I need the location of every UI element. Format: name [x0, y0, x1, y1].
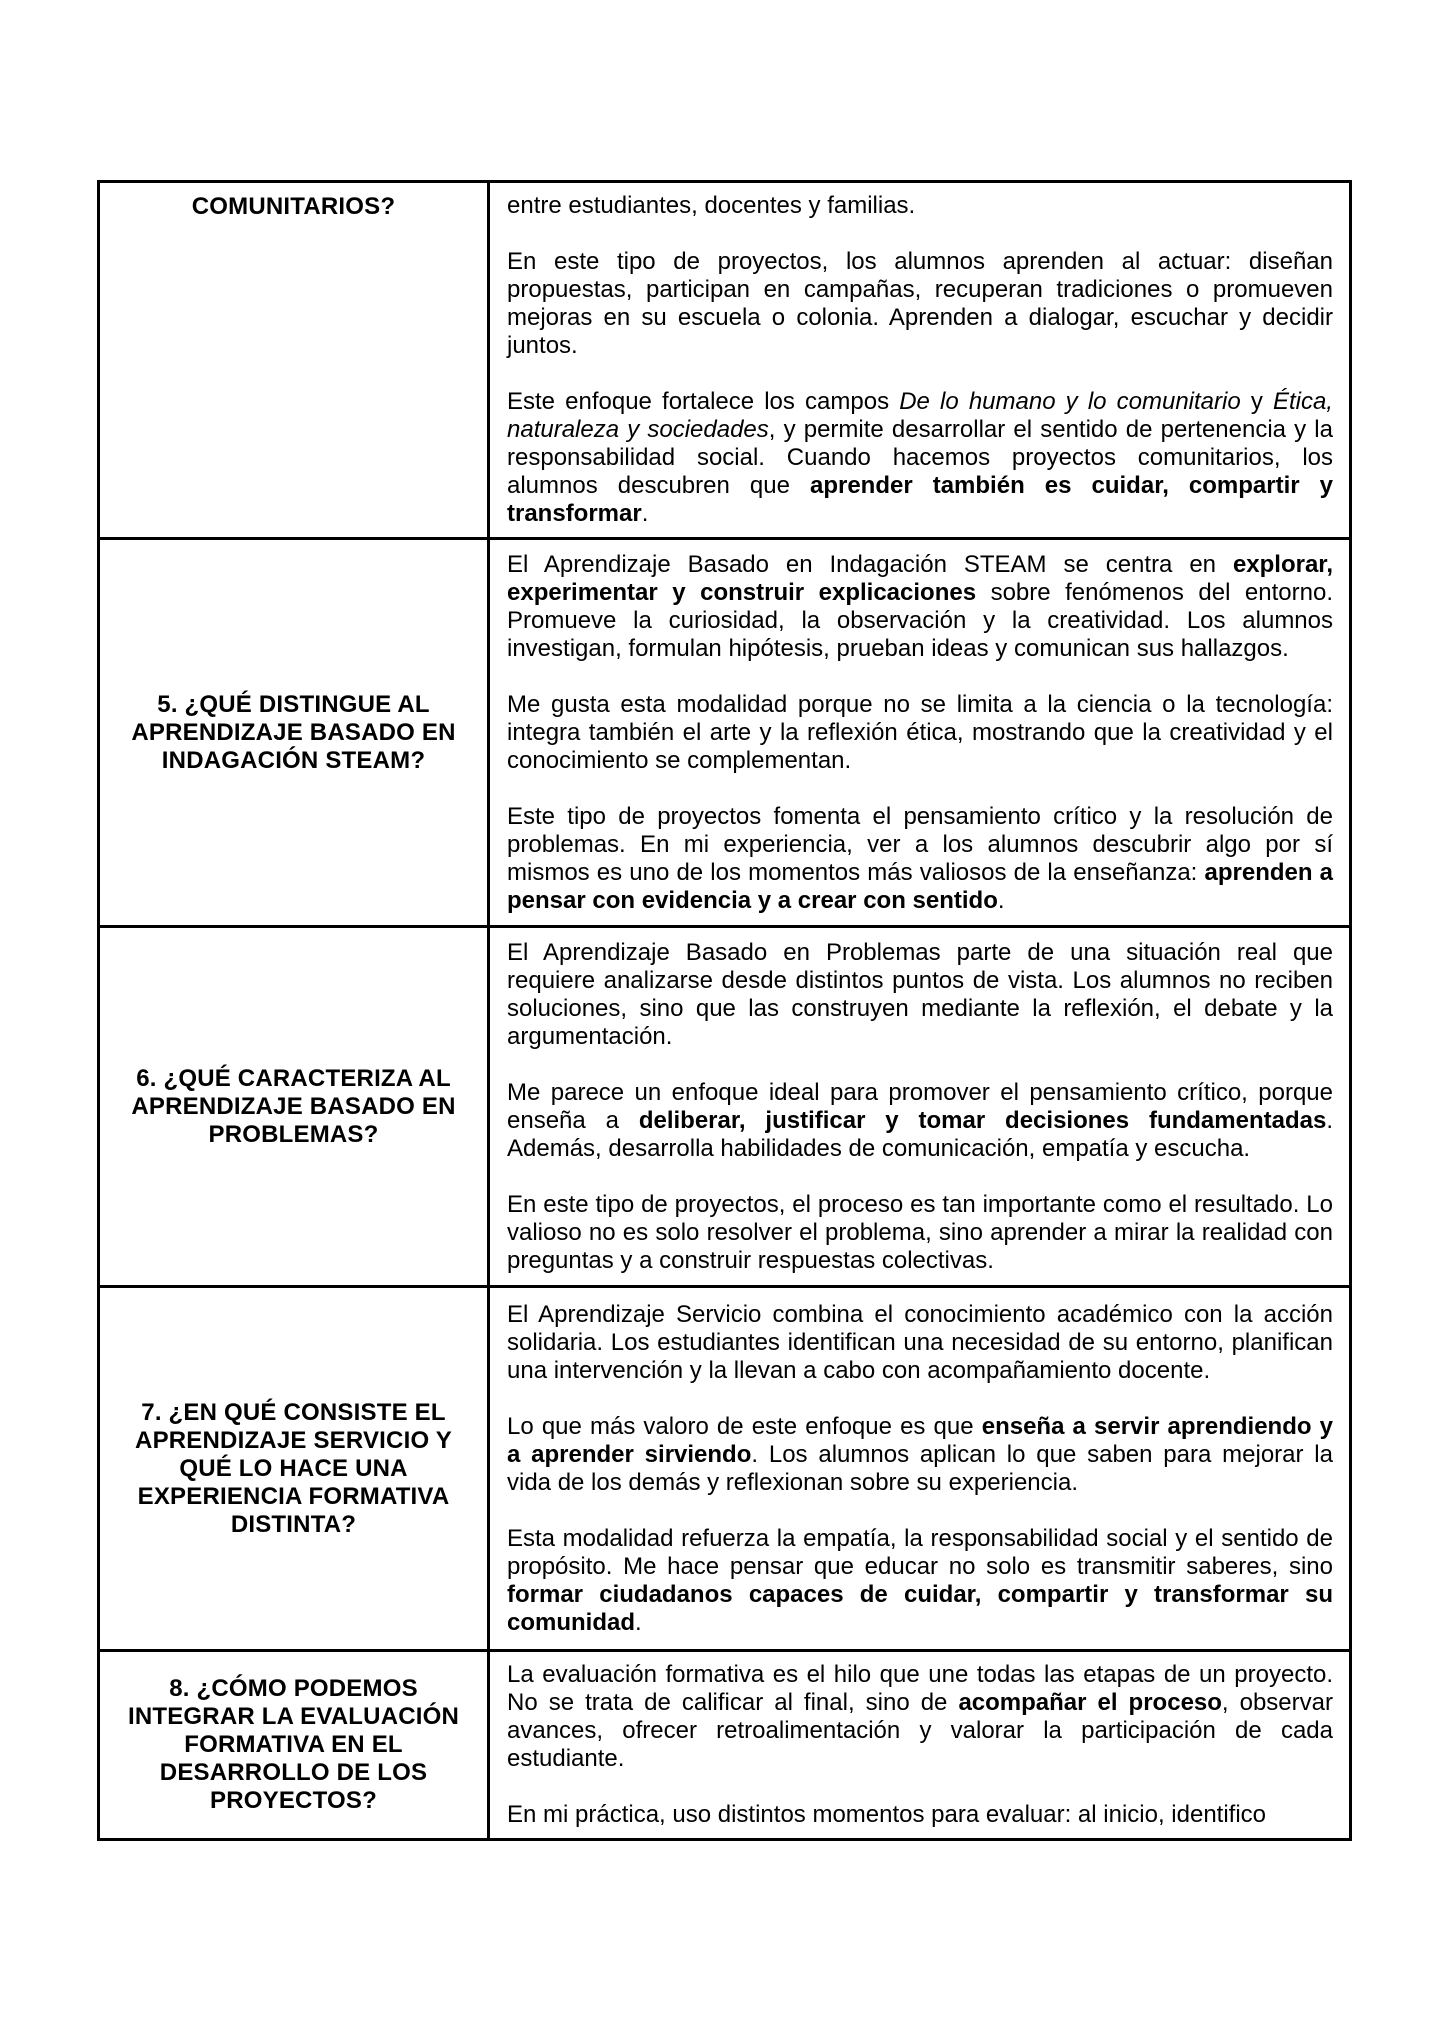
question-label: 8. ¿CÓMO PODEMOS INTEGRAR LA EVALUACIÓN FORMATIVA EN EL DESARROLLO DE LOS PROYECTOS?	[127, 1675, 460, 1814]
question-label: 6. ¿QUÉ CARACTERIZA AL APRENDIZAJE BASADO EN PROBLEMAS?	[131, 1064, 456, 1148]
text-run: , observar avances, ofrecer retroalimentación y valorar la participación de cada estudiante.	[507, 1689, 1333, 1772]
bold-run: deliberar, justificar y tomar decisiones fundamentadas	[638, 1106, 1327, 1134]
text-run: La evaluación formativa es el hilo que une todas las etapas de un proyecto. No se trata de calificar al final, sino de	[507, 1661, 1333, 1716]
answer-paragraph	[507, 803, 1333, 915]
text-run: Me parece un enfoque ideal para promover el pensamiento crítico, porque enseña a	[507, 1078, 1333, 1134]
bold-run: aprender también es cuidar, compartir y transformar	[507, 472, 1333, 527]
text-run: entre estudiantes, docentes y familias.	[507, 192, 916, 219]
answer-paragraph	[507, 1191, 1333, 1275]
answer-paragraph	[507, 551, 1333, 663]
bold-run: enseña a servir aprendiendo y a aprender sirviendo	[507, 1412, 1333, 1468]
answer-paragraph	[507, 1413, 1333, 1497]
answer-cell	[489, 182, 1351, 539]
answer-cell	[489, 1651, 1351, 1840]
answer-cell	[489, 539, 1351, 927]
text-run: .	[641, 500, 649, 527]
answer-paragraph	[507, 1079, 1333, 1163]
text-run: En este tipo de proyectos, el proceso es tan importante como el resultado. Lo valioso no es solo resolver el problema, sino aprender a mirar la realidad con preguntas y a construir respuestas colectivas.	[507, 1190, 1333, 1274]
bold-run: aprenden a pensar con evidencia y a crear con sentido	[507, 858, 1334, 914]
question-cell	[99, 539, 489, 927]
text-run: Este enfoque fortalece los campos	[507, 388, 900, 415]
text-run: Lo que más valoro de este enfoque es que	[507, 1412, 982, 1440]
question-label: COMUNITARIOS?	[191, 193, 396, 220]
text-run: El Aprendizaje Basado en Indagación STEAM se centra en	[507, 550, 1233, 578]
question-cell	[99, 1287, 489, 1651]
question-cell	[99, 927, 489, 1287]
bold-run: acompañar el proceso	[958, 1689, 1222, 1716]
text-run: , y permite desarrollar el sentido de pertenencia y la responsabilidad social. Cuando hacemos proyectos comunitarios, los alumnos descubren que	[507, 416, 1333, 499]
qa-table	[97, 180, 1352, 1841]
answer-paragraph	[507, 1801, 1333, 1829]
answer-paragraph	[507, 691, 1333, 775]
text-run: sobre fenómenos del entorno. Promueve la curiosidad, la observación y la creatividad. Los alumnos investigan, formulan hipótesis, prueban ideas y comunican sus hallazgos.	[507, 578, 1333, 662]
table-row	[99, 1287, 1351, 1651]
text-run: .	[997, 886, 1005, 914]
text-run: El Aprendizaje Basado en Problemas parte de una situación real que requiere analizarse desde distintos puntos de vista. Los alumnos no reciben soluciones, sino que las construyen mediante la reflexión, el debate y la argumentación.	[507, 938, 1333, 1050]
text-run: Esta modalidad refuerza la empatía, la responsabilidad social y el sentido de propósito. Me hace pensar que educar no solo es transmitir saberes, sino	[507, 1524, 1333, 1580]
answer-paragraph	[507, 248, 1333, 360]
answer-paragraph	[507, 1301, 1333, 1385]
table-row	[99, 927, 1351, 1287]
italic-run: Ética, naturaleza y sociedades	[507, 388, 1333, 443]
qa-table-body	[99, 182, 1351, 1840]
text-run: Me gusta esta modalidad porque no se limita a la ciencia o la tecnología: integra también el arte y la reflexión ética, mostrando que la creatividad y el conocimiento se complementan.	[507, 690, 1333, 774]
answer-paragraph	[507, 1661, 1333, 1773]
bold-run: explorar, experimentar y construir explicaciones	[507, 550, 1333, 606]
table-row	[99, 1651, 1351, 1840]
question-cell	[99, 182, 489, 539]
text-run: En mi práctica, uso distintos momentos para evaluar: al inicio, identifico	[507, 1801, 1267, 1828]
text-run: y	[1240, 388, 1273, 415]
answer-paragraph	[507, 388, 1333, 528]
table-row	[99, 182, 1351, 539]
text-run: . Los alumnos aplican lo que saben para mejorar la vida de los demás y reflexionan sobre su experiencia.	[507, 1440, 1333, 1496]
answer-cell	[489, 927, 1351, 1287]
text-run: En este tipo de proyectos, los alumnos aprenden al actuar: diseñan propuestas, participan en campañas, recuperan tradiciones o promueven mejoras en su escuela o colonia. Aprenden a dialogar, escuchar y decidir juntos.	[507, 248, 1333, 359]
text-run: .	[635, 1608, 642, 1636]
answer-cell	[489, 1287, 1351, 1651]
text-run: Este tipo de proyectos fomenta el pensamiento crítico y la resolución de problemas. En mi experiencia, ver a los alumnos descubrir algo por sí mismos es uno de los momentos más valiosos de la enseñanza:	[507, 802, 1333, 886]
answer-paragraph	[507, 1525, 1333, 1637]
italic-run: De lo humano y lo comunitario	[899, 388, 1241, 415]
bold-run: formar ciudadanos capaces de cuidar, compartir y transformar su comunidad	[507, 1580, 1333, 1636]
table-row	[99, 539, 1351, 927]
question-label: 5. ¿QUÉ DISTINGUE AL APRENDIZAJE BASADO EN INDAGACIÓN STEAM?	[131, 690, 456, 774]
question-cell	[99, 1651, 489, 1840]
answer-paragraph	[507, 192, 1333, 220]
text-run: . Además, desarrolla habilidades de comunicación, empatía y escucha.	[507, 1106, 1333, 1162]
question-label: 7. ¿EN QUÉ CONSISTE EL APRENDIZAJE SERVICIO Y QUÉ LO HACE UNA EXPERIENCIA FORMATIVA DISTINTA?	[135, 1398, 452, 1538]
answer-paragraph	[507, 939, 1333, 1051]
text-run: El Aprendizaje Servicio combina el conocimiento académico con la acción solidaria. Los estudiantes identifican una necesidad de su entorno, planifican una intervención y la llevan a cabo con acompañamiento docente.	[507, 1300, 1333, 1384]
